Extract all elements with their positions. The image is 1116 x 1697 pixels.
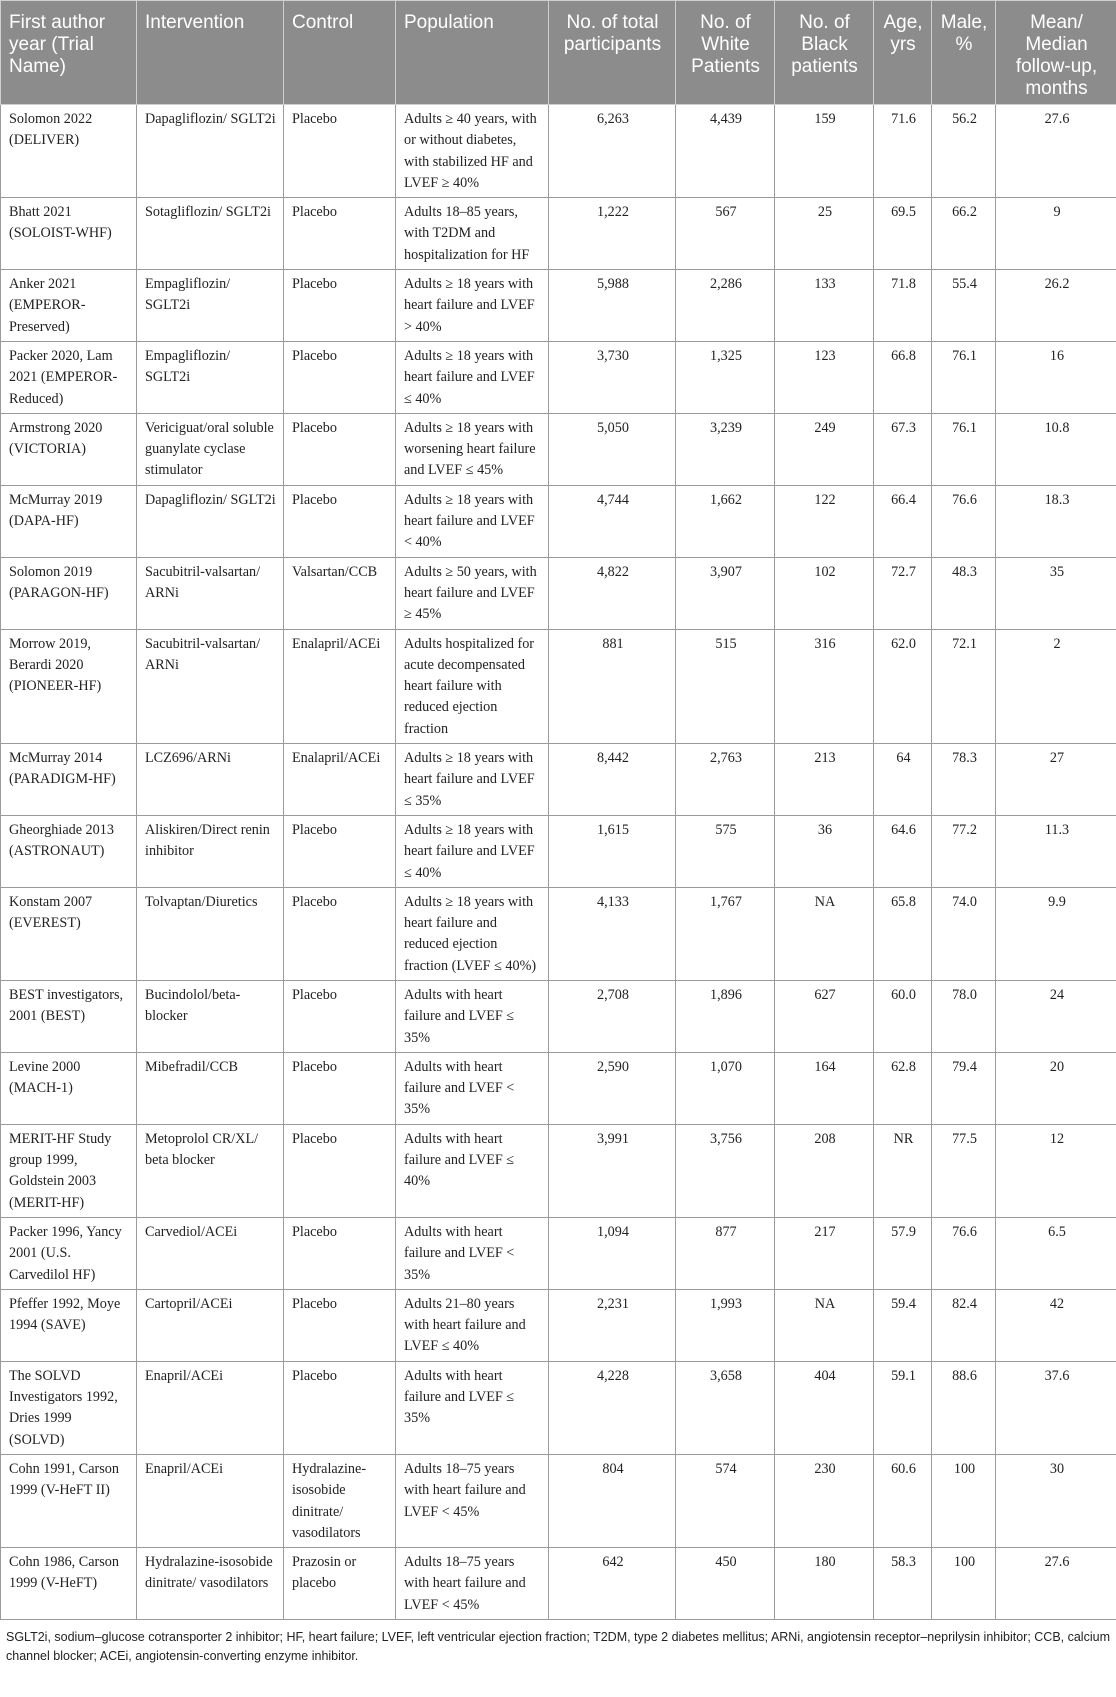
cell-control: Placebo — [284, 413, 396, 485]
cell-age: 58.3 — [874, 1548, 932, 1620]
cell-control: Valsartan/CCB — [284, 557, 396, 629]
cell-control: Placebo — [284, 105, 396, 198]
cell-intervention: Carvediol/ACEi — [137, 1217, 284, 1289]
cell-total-participants: 4,133 — [549, 887, 676, 980]
header-male: Male, % — [932, 1, 996, 105]
cell-first-author: Solomon 2022 (DELIVER) — [1, 105, 137, 198]
cell-follow-up: 27.6 — [996, 105, 1116, 198]
table-row — [1, 629, 1116, 743]
table-row — [1, 485, 1116, 557]
table-row — [1, 887, 1116, 980]
cell-male: 77.5 — [932, 1124, 996, 1217]
cell-white-patients: 3,756 — [676, 1124, 775, 1217]
header-total-participants: No. of total participants — [549, 1, 676, 105]
cell-age: 72.7 — [874, 557, 932, 629]
cell-control: Placebo — [284, 1124, 396, 1217]
cell-control: Enalapril/ACEi — [284, 744, 396, 816]
cell-age: 62.8 — [874, 1052, 932, 1124]
cell-total-participants: 2,231 — [549, 1289, 676, 1361]
cell-black-patients: 123 — [775, 341, 874, 413]
table-body — [1, 105, 1116, 1620]
cell-age: 66.8 — [874, 341, 932, 413]
cell-white-patients: 4,439 — [676, 105, 775, 198]
cell-black-patients: 25 — [775, 198, 874, 270]
cell-first-author: Anker 2021 (EMPEROR-Preserved) — [1, 270, 137, 342]
cell-white-patients: 2,286 — [676, 270, 775, 342]
cell-population: Adults ≥ 18 years with heart failure and LVEF ≤ 35% — [396, 744, 549, 816]
cell-intervention: Cartopril/ACEi — [137, 1289, 284, 1361]
cell-age: 62.0 — [874, 629, 932, 743]
cell-black-patients: 213 — [775, 744, 874, 816]
cell-first-author: Konstam 2007 (EVEREST) — [1, 887, 137, 980]
cell-total-participants: 3,730 — [549, 341, 676, 413]
cell-male: 78.3 — [932, 744, 996, 816]
cell-control: Hydralazine-isosobide dinitrate/ vasodilators — [284, 1454, 396, 1547]
table-row — [1, 1454, 1116, 1547]
cell-first-author: Levine 2000 (MACH-1) — [1, 1052, 137, 1124]
cell-age: 59.1 — [874, 1361, 932, 1454]
cell-male: 100 — [932, 1454, 996, 1547]
cell-total-participants: 881 — [549, 629, 676, 743]
cell-intervention: Tolvaptan/Diuretics — [137, 887, 284, 980]
cell-first-author: Gheorghiade 2013 (ASTRONAUT) — [1, 815, 137, 887]
cell-control: Placebo — [284, 198, 396, 270]
cell-total-participants: 2,590 — [549, 1052, 676, 1124]
cell-control: Placebo — [284, 270, 396, 342]
cell-follow-up: 12 — [996, 1124, 1116, 1217]
cell-first-author: Cohn 1986, Carson 1999 (V-HeFT) — [1, 1548, 137, 1620]
cell-male: 76.6 — [932, 1217, 996, 1289]
cell-control: Placebo — [284, 1289, 396, 1361]
cell-intervention: Vericiguat/oral soluble guanylate cyclase stimulator — [137, 413, 284, 485]
table-row — [1, 815, 1116, 887]
cell-white-patients: 1,993 — [676, 1289, 775, 1361]
cell-follow-up: 16 — [996, 341, 1116, 413]
cell-male: 77.2 — [932, 815, 996, 887]
cell-first-author: Armstrong 2020 (VICTORIA) — [1, 413, 137, 485]
cell-age: 60.6 — [874, 1454, 932, 1547]
cell-population: Adults ≥ 18 years with heart failure and LVEF > 40% — [396, 270, 549, 342]
cell-control: Prazosin or placebo — [284, 1548, 396, 1620]
cell-white-patients: 3,239 — [676, 413, 775, 485]
cell-male: 76.1 — [932, 413, 996, 485]
cell-population: Adults with heart failure and LVEF ≤ 40% — [396, 1124, 549, 1217]
cell-black-patients: 230 — [775, 1454, 874, 1547]
cell-population: Adults ≥ 18 years with worsening heart failure and LVEF ≤ 45% — [396, 413, 549, 485]
cell-white-patients: 1,767 — [676, 887, 775, 980]
cell-intervention: Aliskiren/Direct renin inhibitor — [137, 815, 284, 887]
cell-control: Enalapril/ACEi — [284, 629, 396, 743]
cell-male: 66.2 — [932, 198, 996, 270]
cell-white-patients: 567 — [676, 198, 775, 270]
cell-age: 64.6 — [874, 815, 932, 887]
cell-intervention: Dapagliflozin/ SGLT2i — [137, 485, 284, 557]
cell-follow-up: 27.6 — [996, 1548, 1116, 1620]
header-age: Age, yrs — [874, 1, 932, 105]
table-row — [1, 341, 1116, 413]
cell-population: Adults ≥ 18 years with heart failure and LVEF ≤ 40% — [396, 341, 549, 413]
cell-first-author: Morrow 2019, Berardi 2020 (PIONEER-HF) — [1, 629, 137, 743]
cell-control: Placebo — [284, 887, 396, 980]
cell-follow-up: 9 — [996, 198, 1116, 270]
cell-follow-up: 35 — [996, 557, 1116, 629]
table-row — [1, 1052, 1116, 1124]
cell-black-patients: 404 — [775, 1361, 874, 1454]
cell-population: Adults 18–75 years with heart failure and LVEF < 45% — [396, 1548, 549, 1620]
table-footnote: SGLT2i, sodium–glucose cotransporter 2 inhibitor; HF, heart failure; LVEF, left ventricular ejection fraction; T2DM, type 2 diabetes mellitus; ARNi, angiotensin receptor–neprilysin inhibitor; CCB, calcium channel blocker; ACEi, angiotensin-converting enzyme inhibitor. — [6, 1630, 1110, 1663]
cell-follow-up: 42 — [996, 1289, 1116, 1361]
cell-white-patients: 515 — [676, 629, 775, 743]
cell-intervention: Hydralazine-isosobide dinitrate/ vasodilators — [137, 1548, 284, 1620]
cell-intervention: Sacubitril-valsartan/ ARNi — [137, 557, 284, 629]
cell-first-author: The SOLVD Investigators 1992, Dries 1999 (SOLVD) — [1, 1361, 137, 1454]
cell-male: 56.2 — [932, 105, 996, 198]
header-first-author: First author year (Trial Name) — [1, 1, 137, 105]
cell-male: 76.6 — [932, 485, 996, 557]
cell-intervention: Enapril/ACEi — [137, 1454, 284, 1547]
cell-control: Placebo — [284, 485, 396, 557]
cell-intervention: Bucindolol/beta-blocker — [137, 980, 284, 1052]
table-row — [1, 105, 1116, 198]
table-row — [1, 557, 1116, 629]
cell-black-patients: NA — [775, 887, 874, 980]
cell-age: 67.3 — [874, 413, 932, 485]
cell-age: 65.8 — [874, 887, 932, 980]
cell-black-patients: 122 — [775, 485, 874, 557]
cell-follow-up: 20 — [996, 1052, 1116, 1124]
cell-total-participants: 804 — [549, 1454, 676, 1547]
header-intervention: Intervention — [137, 1, 284, 105]
cell-black-patients: 133 — [775, 270, 874, 342]
cell-age: 71.8 — [874, 270, 932, 342]
cell-follow-up: 24 — [996, 980, 1116, 1052]
cell-total-participants: 3,991 — [549, 1124, 676, 1217]
cell-white-patients: 2,763 — [676, 744, 775, 816]
cell-first-author: Solomon 2019 (PARAGON-HF) — [1, 557, 137, 629]
cell-black-patients: 208 — [775, 1124, 874, 1217]
header-white-patients: No. of White Patients — [676, 1, 775, 105]
cell-intervention: Enapril/ACEi — [137, 1361, 284, 1454]
cell-intervention: Mibefradil/CCB — [137, 1052, 284, 1124]
cell-black-patients: 627 — [775, 980, 874, 1052]
cell-population: Adults 21–80 years with heart failure and LVEF ≤ 40% — [396, 1289, 549, 1361]
table-row — [1, 270, 1116, 342]
cell-black-patients: 217 — [775, 1217, 874, 1289]
cell-black-patients: 36 — [775, 815, 874, 887]
cell-white-patients: 575 — [676, 815, 775, 887]
table-row — [1, 980, 1116, 1052]
cell-population: Adults ≥ 50 years, with heart failure and LVEF ≥ 45% — [396, 557, 549, 629]
cell-male: 88.6 — [932, 1361, 996, 1454]
cell-white-patients: 877 — [676, 1217, 775, 1289]
cell-black-patients: 159 — [775, 105, 874, 198]
cell-white-patients: 1,662 — [676, 485, 775, 557]
cell-control: Placebo — [284, 1217, 396, 1289]
cell-total-participants: 1,094 — [549, 1217, 676, 1289]
cell-age: 60.0 — [874, 980, 932, 1052]
cell-white-patients: 3,907 — [676, 557, 775, 629]
cell-white-patients: 3,658 — [676, 1361, 775, 1454]
cell-male: 82.4 — [932, 1289, 996, 1361]
cell-age: NR — [874, 1124, 932, 1217]
cell-intervention: Metoprolol CR/XL/ beta blocker — [137, 1124, 284, 1217]
table-row — [1, 413, 1116, 485]
cell-first-author: Cohn 1991, Carson 1999 (V-HeFT II) — [1, 1454, 137, 1547]
cell-control: Placebo — [284, 980, 396, 1052]
cell-male: 100 — [932, 1548, 996, 1620]
cell-first-author: McMurray 2014 (PARADIGM-HF) — [1, 744, 137, 816]
cell-male: 55.4 — [932, 270, 996, 342]
table-row — [1, 1124, 1116, 1217]
cell-follow-up: 37.6 — [996, 1361, 1116, 1454]
cell-total-participants: 1,615 — [549, 815, 676, 887]
cell-population: Adults with heart failure and LVEF ≤ 35% — [396, 1361, 549, 1454]
cell-first-author: MERIT-HF Study group 1999, Goldstein 2003 (MERIT-HF) — [1, 1124, 137, 1217]
cell-age: 59.4 — [874, 1289, 932, 1361]
cell-age: 69.5 — [874, 198, 932, 270]
cell-intervention: Empagliflozin/ SGLT2i — [137, 341, 284, 413]
header-black-patients: No. of Black patients — [775, 1, 874, 105]
cell-black-patients: 102 — [775, 557, 874, 629]
table-row — [1, 198, 1116, 270]
cell-male: 72.1 — [932, 629, 996, 743]
cell-white-patients: 574 — [676, 1454, 775, 1547]
cell-control: Placebo — [284, 341, 396, 413]
cell-total-participants: 5,050 — [549, 413, 676, 485]
cell-follow-up: 10.8 — [996, 413, 1116, 485]
cell-follow-up: 18.3 — [996, 485, 1116, 557]
header-population: Population — [396, 1, 549, 105]
cell-follow-up: 2 — [996, 629, 1116, 743]
cell-first-author: Packer 1996, Yancy 2001 (U.S. Carvedilol HF) — [1, 1217, 137, 1289]
table-row — [1, 1289, 1116, 1361]
cell-total-participants: 1,222 — [549, 198, 676, 270]
header-follow-up: Mean/ Median follow-up, months — [996, 1, 1116, 105]
cell-follow-up: 26.2 — [996, 270, 1116, 342]
cell-control: Placebo — [284, 1361, 396, 1454]
cell-intervention: Sotagliflozin/ SGLT2i — [137, 198, 284, 270]
cell-follow-up: 30 — [996, 1454, 1116, 1547]
cell-population: Adults ≥ 18 years with heart failure and reduced ejection fraction (LVEF ≤ 40%) — [396, 887, 549, 980]
cell-male: 79.4 — [932, 1052, 996, 1124]
cell-total-participants: 642 — [549, 1548, 676, 1620]
cell-total-participants: 6,263 — [549, 105, 676, 198]
cell-white-patients: 1,070 — [676, 1052, 775, 1124]
cell-black-patients: 164 — [775, 1052, 874, 1124]
table-row — [1, 1548, 1116, 1620]
cell-follow-up: 11.3 — [996, 815, 1116, 887]
cell-black-patients: 180 — [775, 1548, 874, 1620]
cell-population: Adults ≥ 18 years with heart failure and LVEF ≤ 40% — [396, 815, 549, 887]
cell-first-author: Packer 2020, Lam 2021 (EMPEROR-Reduced) — [1, 341, 137, 413]
cell-population: Adults 18–75 years with heart failure and LVEF < 45% — [396, 1454, 549, 1547]
cell-white-patients: 1,325 — [676, 341, 775, 413]
cell-population: Adults ≥ 18 years with heart failure and LVEF < 40% — [396, 485, 549, 557]
cell-intervention: Empagliflozin/ SGLT2i — [137, 270, 284, 342]
cell-total-participants: 4,228 — [549, 1361, 676, 1454]
cell-first-author: BEST investigators, 2001 (BEST) — [1, 980, 137, 1052]
cell-male: 78.0 — [932, 980, 996, 1052]
cell-age: 66.4 — [874, 485, 932, 557]
cell-age: 71.6 — [874, 105, 932, 198]
cell-control: Placebo — [284, 1052, 396, 1124]
cell-population: Adults 18–85 years, with T2DM and hospitalization for HF — [396, 198, 549, 270]
cell-total-participants: 4,744 — [549, 485, 676, 557]
cell-black-patients: 249 — [775, 413, 874, 485]
cell-population: Adults with heart failure and LVEF ≤ 35% — [396, 980, 549, 1052]
cell-intervention: Sacubitril-valsartan/ ARNi — [137, 629, 284, 743]
cell-population: Adults ≥ 40 years, with or without diabetes, with stabilized HF and LVEF ≥ 40% — [396, 105, 549, 198]
cell-population: Adults with heart failure and LVEF < 35% — [396, 1052, 549, 1124]
cell-total-participants: 4,822 — [549, 557, 676, 629]
cell-follow-up: 6.5 — [996, 1217, 1116, 1289]
cell-follow-up: 27 — [996, 744, 1116, 816]
cell-control: Placebo — [284, 815, 396, 887]
table-row — [1, 1217, 1116, 1289]
cell-black-patients: NA — [775, 1289, 874, 1361]
cell-male: 48.3 — [932, 557, 996, 629]
cell-male: 74.0 — [932, 887, 996, 980]
cell-population: Adults with heart failure and LVEF < 35% — [396, 1217, 549, 1289]
cell-age: 57.9 — [874, 1217, 932, 1289]
cell-black-patients: 316 — [775, 629, 874, 743]
cell-follow-up: 9.9 — [996, 887, 1116, 980]
cell-total-participants: 5,988 — [549, 270, 676, 342]
cell-total-participants: 8,442 — [549, 744, 676, 816]
cell-population: Adults hospitalized for acute decompensated heart failure with reduced ejection fraction — [396, 629, 549, 743]
cell-intervention: Dapagliflozin/ SGLT2i — [137, 105, 284, 198]
cell-total-participants: 2,708 — [549, 980, 676, 1052]
cell-first-author: Pfeffer 1992, Moye 1994 (SAVE) — [1, 1289, 137, 1361]
header-control: Control — [284, 1, 396, 105]
cell-first-author: Bhatt 2021 (SOLOIST-WHF) — [1, 198, 137, 270]
cell-white-patients: 1,896 — [676, 980, 775, 1052]
cell-intervention: LCZ696/ARNi — [137, 744, 284, 816]
table-header-row — [1, 1, 1116, 105]
cell-first-author: McMurray 2019 (DAPA-HF) — [1, 485, 137, 557]
table-row — [1, 744, 1116, 816]
table-row — [1, 1361, 1116, 1454]
cell-white-patients: 450 — [676, 1548, 775, 1620]
cell-male: 76.1 — [932, 341, 996, 413]
cell-age: 64 — [874, 744, 932, 816]
